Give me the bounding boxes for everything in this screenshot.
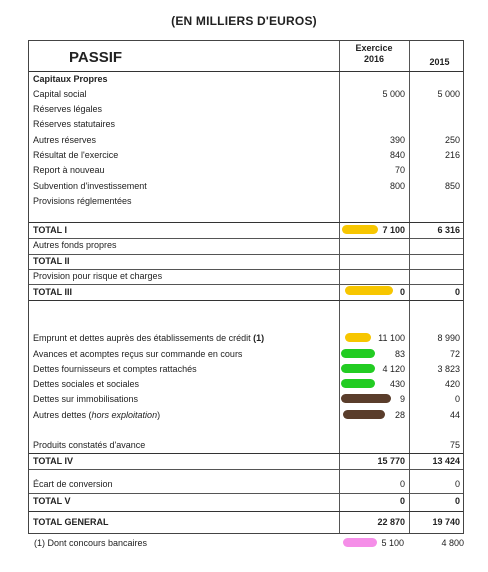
table-row: Résultat de l'exercice 840 216 <box>33 150 460 160</box>
table-row: TOTAL IV 15 770 13 424 <box>33 456 460 466</box>
table-row: TOTAL V 0 0 <box>33 496 460 506</box>
footnote-value-2015: 4 800 <box>441 538 464 548</box>
table-row: Dettes fournisseurs et comptes rattachés 4 120 3 823 <box>33 364 460 374</box>
column-header-2015: 2015 <box>429 57 450 67</box>
table-row: Réserves statutaires <box>33 119 116 129</box>
table-title: PASSIF <box>69 49 123 66</box>
table-row: Provisions réglementées <box>33 196 132 206</box>
table-row: Report à nouveau 70 <box>33 165 405 175</box>
table-row: Produits constatés d'avance 75 <box>33 440 460 450</box>
table-row: Écart de conversion 0 0 <box>33 479 460 489</box>
table-row: Capitaux Propres <box>33 74 108 84</box>
table-row: Subvention d'investissement 800 850 <box>33 181 460 191</box>
units-header: (EN MILLIERS D'EUROS) <box>171 14 317 28</box>
row-divider <box>29 300 463 301</box>
passif-table <box>28 40 464 534</box>
table-row: Autres dettes (hors exploitation) 28 44 <box>33 410 460 420</box>
table-row: TOTAL II <box>33 256 70 266</box>
table-row: TOTAL GENERAL 22 870 19 740 <box>33 517 460 527</box>
table-row: Avances et acomptes reçus sur commande en cours 83 72 <box>33 349 460 359</box>
table-row: TOTAL III 0 0 <box>33 287 460 297</box>
table-row: Dettes sociales et sociales 430 420 <box>33 379 460 389</box>
table-row: Autres réserves 390 250 <box>33 135 460 145</box>
table-row: Provision pour risque et charges <box>33 271 163 281</box>
footnote-label: (1) Dont concours bancaires <box>34 538 148 548</box>
table-row: Autres fonds propres <box>33 240 117 250</box>
footnote-value-2016: 5 100 <box>381 538 404 548</box>
table-row: Emprunt et dettes auprès des établissements de crédit (1) 11 100 8 990 <box>33 333 460 343</box>
row-divider <box>29 469 463 470</box>
column-header-2016: Exercice 2016 <box>355 43 393 64</box>
table-row: Dettes sur immobilisations 9 0 <box>33 394 460 404</box>
table-row: Capital social 5 000 5 000 <box>33 89 460 99</box>
table-row: Réserves légales <box>33 104 103 114</box>
row-divider <box>29 511 463 512</box>
table-row: TOTAL I 7 100 6 316 <box>33 225 460 235</box>
footnote-row <box>34 536 470 550</box>
